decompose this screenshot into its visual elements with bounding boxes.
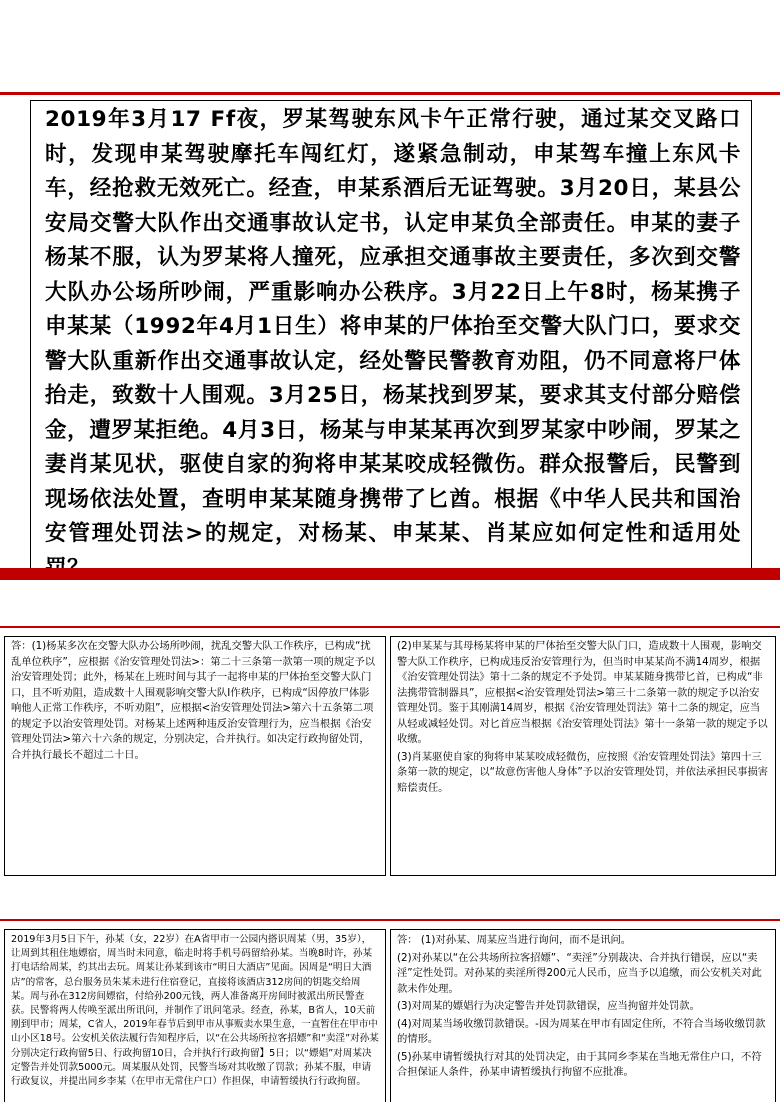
slide-top-rule <box>0 626 780 628</box>
answer-item: (5)孙某申请暂缓执行对其的处罚决定，由于其同乡李某在当地无常住户口，不符合担保证人条件，孙某申请暂缓执行拘留不应批准。 <box>397 1050 762 1078</box>
case-box-left <box>4 929 386 1102</box>
case-description: 2019年3月17 Ff夜，罗某驾驶东风卡午正常行驶，通过某交叉路口时，发现申某驾驶摩托车闯红灯，遂紧急制动，申某驾车撞上东风卡车，经抢救无效死亡。经查，申某系酒后无证驾驶。3月20日，某县公安局交警大队作出交通事故认定书，认定申某负全部责任。申某的妻子杨某不服，认为罗某将人撞死，应承担交通事故主要责任，多次到交警大队办公场所吵闹，严重影响办公秩序。3月22日上午8时，杨某携子申某某（1992年4月1日生）将申某的尸体抬至交警大队门口，要求交警大队重新作出交通事故认定，经处警民警教育劝阻，仍不同意将尸体抬走，致数十人围观。3月25日，杨某找到罗某，要求其支付部分赔偿金，遭罗某拒绝。4月3日，杨某与申某某再次到罗某家中吵闹，罗某之妻肖某见状，驱使自家的狗将申某某咬成轻微伤。群众报警后，民警到现场依法处置，查明申某某随身携带了匕酋。根据《中华人民共和国治安管理处罚法>的规定，对杨某、申某某、肖某应如何定性和适用处 <box>45 107 741 546</box>
answer-1-text: 答：(1)杨某多次在交警大队办公场所吵闹，扰乱交警大队工作秩序，已构成“扰乱单位秩序”，应根据《治安管理处罚法>：第二十三条第一款第一项的规定予以治安管理处罚；此外，杨某在上班时间与其子一起将申某的尸体抬至交警大队门口，且不听劝阻，造成数十人围观影响交警大队I作秩序，已构成“因停放尸体影响他人正常工作秩序，不听劝阻”，应根据<治安管理处罚法>第六十五条第二项的规定予以治安管理处罚。对杨某上述两种违反治安管理行为，应当根据《治安管理处罚法>第六十六条的规定，分别决定，合并执行。如决定行政拘留处罚，合并执行最长不超过二十日。 <box>11 640 376 761</box>
answer-item: (4)对周某当场收缴罚款错误。-因为周某在甲市有固定住所，不符合当场收缴罚款的情形。 <box>397 1017 766 1045</box>
answer-box-left <box>4 636 386 876</box>
slide-3 <box>0 893 780 1102</box>
slide-2 <box>0 590 780 878</box>
answer-box-right <box>390 636 776 876</box>
slide-top-rule <box>0 92 780 95</box>
answer-2-text: (2)申某某与其母杨某将申某的尸体抬至交警大队门口，造成数十人围观，影响交警大队工作秩序，已构成违反治安管理行为，但当时申某某尚不满14周岁，根据《治安管理处罚法》第十二条的规定不予处罚。申某某随身携带匕首，已构成“非法携带管制器具”，应根据<治安管理处罚法>第三十二条第一款的规定予以治安管理处罚。鉴于其刚满14周岁，根据《治安管理处罚法》第十二条的规定，应当从轻或减轻处罚。对匕首应当根据《治安管理处罚法》第十一条第一款的规定予以收缴。 <box>397 640 768 745</box>
answer-item: 答： (1)对孙某、周某应当进行询问，而不是讯问。 <box>397 934 632 946</box>
slide-top-rule <box>0 919 780 921</box>
case-2-text: 2019年3月5日下午，孙某（女，22岁）在A省甲市一公园内搭识周某（男，35岁），让周到其租住地嫖宿，周当时未同意，临走时将手机号码留给孙某。当晚8时许，孙某打电话给周某，约其出去玩。周某让孙某到该市“明日大酒店”见面。因周是“明日大酒店”的常客，总台服务员朱某未进行住宿登记，直接将该酒店312房间的钥匙交给周某。周与孙在312房间嫖宿，付给孙200元钱，两人准备离开房间时被派出所民警查获。民警将两人传唤至派出所讯问，并制作了讯问笔录。经查，孙某，B省人，10天前刚到甲市；周某，C省人，2019年春节后到甲市从事贩卖水果生意，一直暂住在甲市中山小区18号。公安机关依法履行告知程序后，以“在公共场所拉客招嫖”和“卖淫”对孙某分别决定行政拘留5日、行政拘留10日，合并执行行政拘留】5日；以“嫖娼”对周某决定警告并处罚款5000元。周某服从处罚，民警当场对其收缴了罚款；孙某不服，申请行政复议，并提出同乡李某（在甲市无常住户口）作担保，申请暂缓执行行政拘留。 <box>11 934 379 1088</box>
case-text-box <box>30 100 752 580</box>
slide-bottom-bar <box>0 568 780 580</box>
answer-item: (2)对孙某以“在公共场所拉客招嫖”、“卖淫”分别裁决、合并执行错误，应以“卖淫”定性处罚。对孙某的卖淫所得200元人民币，应当予以追缴，而公安机关对此款未作处理。 <box>397 951 762 995</box>
answer-3-text: (3)肖某驱使自家的狗将申某某咬成轻微伤，应按照《治安管理处罚法》第四十三条第一款的规定，以“故意伤害他人身体”予以治安管理处罚，并依法承担民事损害赔偿责任。 <box>397 750 769 794</box>
answer-box-right <box>390 929 776 1102</box>
answer-item: (3)对周某的嫖娼行为决定警告并处罚款错误，应当拘留并处罚款。 <box>397 1000 700 1012</box>
